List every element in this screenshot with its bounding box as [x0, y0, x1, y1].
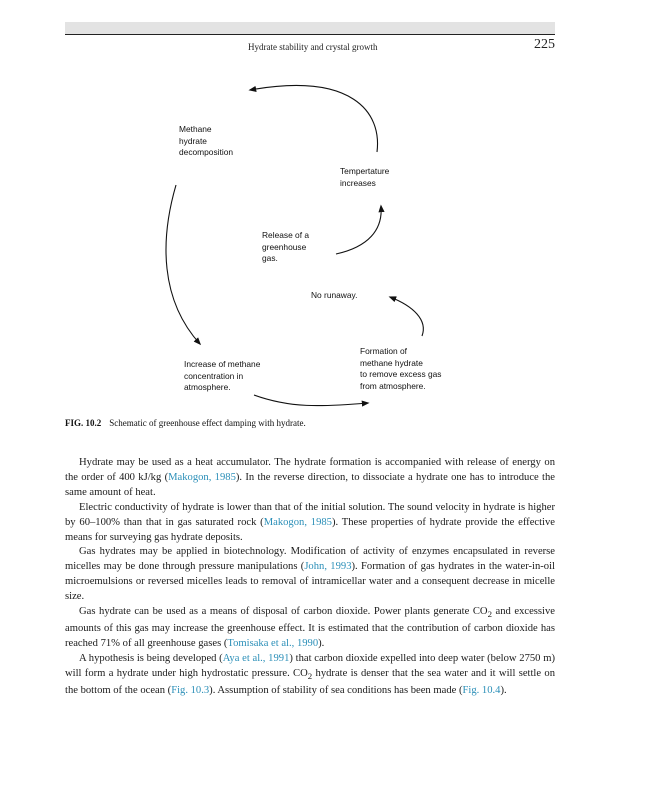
text: and excessive amounts of this gas may increase the greenhouse effect. It is estimated that the contribution of carbon dioxide has reached 71% of all greenhouse gases ( — [65, 606, 555, 649]
citation-link[interactable]: Aya et al., 1991 — [222, 652, 290, 664]
text: ). Formation of gas hydrates in the water-in-oil microemulsions or reversed micelles leads to removal of intramicellar water and a consequent decrease in micelle size. — [65, 561, 555, 603]
label-release-greenhouse-gas: Release of a greenhouse gas. — [262, 230, 310, 263]
citation-link[interactable]: John, 1993 — [304, 561, 352, 573]
citation-link[interactable]: Makogon, 1985 — [168, 471, 236, 483]
text: ). — [318, 637, 325, 649]
text: ). In the reverse direction, to dissociate a hydrate one has to introduce the same amount of heat. — [65, 471, 555, 498]
label-formation-methane-hydrate: Formation of methane hydrate to remove excess gas from atmosphere. — [360, 346, 442, 391]
paragraph-3 — [65, 545, 555, 605]
caption-text: Schematic of greenhouse effect damping with hydrate. — [109, 418, 306, 428]
arrow-decomposition-to-increase — [166, 185, 200, 344]
figure-caption — [65, 418, 306, 428]
page-number: 225 — [534, 37, 555, 52]
text: Gas hydrate can be used as a means of disposal of carbon dioxide. Power plants generate CO — [79, 606, 488, 618]
text: Hydrate may be used as a heat accumulator. The hydrate formation is accompanied with release of energy on the order of 400 kJ/kg ( — [65, 457, 555, 483]
paragraph-1 — [65, 456, 555, 501]
label-no-runaway: No runaway. — [311, 290, 358, 300]
arrow-release-to-temperature — [336, 206, 381, 254]
arrow-increase-to-formation — [254, 395, 368, 406]
running-head: Hydrate stability and crystal growth — [248, 42, 378, 52]
figure-link[interactable]: Fig. 10.3 — [171, 684, 210, 696]
text: ) that carbon dioxide expelled into deep water (below 2750 m) will form a hydrate under high hydrostatic pressure. CO — [65, 652, 555, 679]
label-methane-decomposition: Methane hydrate decomposition — [179, 124, 234, 157]
caption-label: FIG. 10.2 — [65, 418, 102, 428]
arrow-temperature-to-decomposition — [250, 86, 378, 152]
text: Electric conductivity of hydrate is lower than that of the initial solution. The sound velocity in hydrate is higher by 60–100% than that in gas saturated rock ( — [65, 501, 555, 528]
text: Gas hydrates may be applied in biotechnology. Modification of activity of enzymes encapsulated in reverse micelles may be done through pressure manipulations ( — [65, 546, 555, 573]
label-temperature-increases: Tempertature increases — [340, 166, 390, 188]
paragraph-4 — [65, 605, 555, 652]
text: A hypothesis is being developed ( — [79, 652, 223, 664]
citation-link[interactable]: Tomisaka et al., 1990 — [227, 637, 319, 649]
label-increase-methane: Increase of methane concentration in atmosphere. — [184, 359, 261, 392]
subscript: 2 — [487, 609, 492, 620]
text: ). — [500, 684, 507, 696]
subscript: 2 — [307, 670, 313, 681]
text: ). Assumption of stability of sea conditions has been made ( — [209, 684, 463, 696]
arrow-formation-to-no-runaway — [390, 297, 423, 336]
text: hydrate is denser that the sea water and it will settle on the bottom of the ocean ( — [65, 667, 555, 696]
text: ). These properties of hydrate provide the effective means for surveying gas hydrate deposits. — [65, 516, 555, 543]
citation-link[interactable]: Makogon, 1985 — [263, 516, 332, 528]
paragraph-2 — [65, 501, 555, 546]
figure-link[interactable]: Fig. 10.4 — [462, 684, 501, 696]
body-text — [65, 456, 555, 699]
paragraph-5 — [65, 652, 555, 699]
